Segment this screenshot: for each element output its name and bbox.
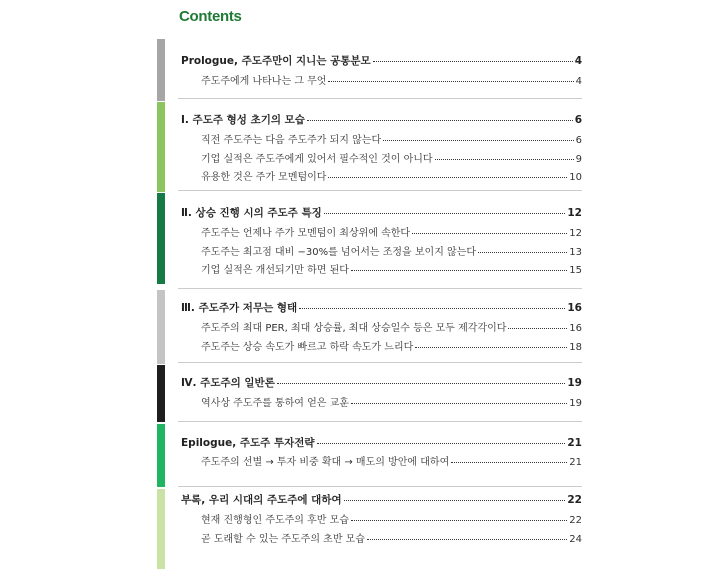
dot-leader — [344, 500, 566, 501]
section-divider — [178, 190, 582, 191]
dot-leader — [415, 347, 567, 348]
section-entry-page-number: 13 — [569, 246, 582, 258]
section-heading[interactable] — [181, 492, 582, 507]
section-color-bar — [157, 424, 165, 487]
section-entry[interactable] — [201, 72, 582, 87]
section-heading[interactable] — [181, 375, 582, 390]
section-heading-page-number: 22 — [567, 494, 582, 506]
section-heading-title: Prologue, 주도주만이 지니는 공통분모 — [181, 55, 371, 67]
section-entry-page-number: 9 — [575, 153, 582, 165]
section-entry[interactable] — [201, 150, 582, 165]
section-entry-page-number: 4 — [575, 76, 582, 87]
dot-leader — [317, 443, 566, 444]
section-heading-title: Ⅱ. 상승 진행 시의 주도주 특징 — [181, 207, 322, 219]
dot-leader — [277, 383, 566, 384]
section-entry[interactable] — [201, 394, 582, 409]
section-entry-page-number: 10 — [569, 172, 582, 183]
section-entry[interactable] — [201, 168, 582, 183]
section-heading-page-number: 4 — [574, 55, 582, 67]
section-heading-title: Ⅳ. 주도주의 일반론 — [181, 377, 275, 389]
section-heading-title: Ⅲ. 주도주가 저무는 형태 — [181, 302, 298, 314]
section-divider — [178, 98, 582, 99]
dot-leader — [367, 539, 567, 540]
dot-leader — [328, 177, 567, 178]
section-entry-title: 주도주에게 나타나는 그 무엇 — [201, 76, 327, 87]
section-heading[interactable] — [181, 112, 582, 127]
section-entry-title: 기업 실적은 개선되기만 하면 된다 — [201, 265, 349, 276]
section-entry-title: 유용한 것은 주가 모멘텀이다 — [201, 172, 327, 183]
section-entry[interactable] — [201, 131, 582, 146]
section-color-bar — [157, 102, 165, 192]
section-divider — [178, 486, 582, 487]
dot-leader — [299, 308, 565, 309]
section-heading-page-number: 19 — [567, 377, 582, 389]
dot-leader — [435, 159, 574, 160]
section-entry[interactable] — [201, 224, 582, 239]
section-heading[interactable] — [181, 205, 582, 220]
section-entry[interactable] — [201, 243, 582, 258]
section-color-bar — [157, 489, 165, 569]
dot-leader — [351, 403, 567, 404]
section-color-bar — [157, 193, 165, 284]
contents-title: Contents — [179, 8, 242, 25]
section-heading-title: Epilogue, 주도주 투자전략 — [181, 437, 315, 449]
section-heading-title: 부록, 우리 시대의 주도주에 대하여 — [181, 494, 342, 506]
section-entry-title: 주도주의 최대 PER, 최대 상승률, 최대 상승일수 등은 모두 제각각이다 — [201, 323, 507, 334]
section-entry-page-number: 19 — [569, 398, 582, 409]
section-entry-title: 주도주는 상승 속도가 빠르고 하락 속도가 느리다 — [201, 341, 414, 353]
section-entry-title: 주도주는 언제나 주가 모멘텀이 최상위에 속한다 — [201, 228, 411, 239]
section-entry-title: 역사상 주도주를 통하여 얻은 교훈 — [201, 398, 349, 409]
dot-leader — [307, 120, 573, 121]
section-entry-page-number: 6 — [575, 135, 582, 146]
section-entry-title: 주도주의 선별 → 투자 비중 확대 → 매도의 방안에 대하여 — [201, 457, 450, 468]
section-divider — [178, 421, 582, 422]
section-color-bar — [157, 39, 165, 101]
section-heading[interactable] — [181, 53, 582, 68]
dot-leader — [351, 520, 567, 521]
section-entry-title: 주도주는 최고점 대비 −30%를 넘어서는 조정을 보이지 않는다 — [201, 246, 477, 258]
section-entry-page-number: 16 — [569, 323, 582, 334]
section-entry-page-number: 18 — [569, 341, 582, 353]
dot-leader — [451, 462, 567, 463]
section-heading-page-number: 6 — [574, 114, 582, 126]
section-entry-page-number: 22 — [569, 515, 582, 526]
section-entry-page-number: 21 — [569, 457, 582, 468]
section-entry[interactable] — [201, 338, 582, 353]
dot-leader — [351, 270, 567, 271]
section-heading-page-number: 12 — [567, 207, 582, 219]
section-entry[interactable] — [201, 319, 582, 334]
section-entry-page-number: 15 — [569, 265, 582, 276]
dot-leader — [478, 252, 567, 253]
section-divider — [178, 362, 582, 363]
section-entry[interactable] — [201, 511, 582, 526]
section-color-bar — [157, 290, 165, 364]
section-heading-page-number: 21 — [567, 437, 582, 449]
section-entry-title: 곧 도래할 수 있는 주도주의 초반 모습 — [201, 533, 365, 545]
dot-leader — [383, 140, 574, 141]
dot-leader — [412, 233, 567, 234]
section-entry[interactable] — [201, 261, 582, 276]
section-entry-title: 직전 주도주는 다음 주도주가 되지 않는다 — [201, 135, 382, 146]
section-entry[interactable] — [201, 530, 582, 545]
section-entry-page-number: 12 — [569, 228, 582, 239]
section-entry-title: 기업 실적은 주도주에게 있어서 필수적인 것이 아니다 — [201, 153, 433, 165]
dot-leader — [328, 81, 573, 82]
dot-leader — [324, 213, 566, 214]
section-divider — [178, 288, 582, 289]
section-entry-title: 현재 진행형인 주도주의 후반 모습 — [201, 515, 349, 526]
dot-leader — [508, 328, 567, 329]
section-color-bar — [157, 365, 165, 422]
section-heading-title: Ⅰ. 주도주 형성 초기의 모습 — [181, 114, 305, 126]
section-heading[interactable] — [181, 300, 582, 315]
section-entry[interactable] — [201, 453, 582, 468]
section-heading[interactable] — [181, 435, 582, 450]
dot-leader — [373, 61, 573, 62]
section-entry-page-number: 24 — [569, 533, 582, 545]
section-heading-page-number: 16 — [567, 302, 582, 314]
